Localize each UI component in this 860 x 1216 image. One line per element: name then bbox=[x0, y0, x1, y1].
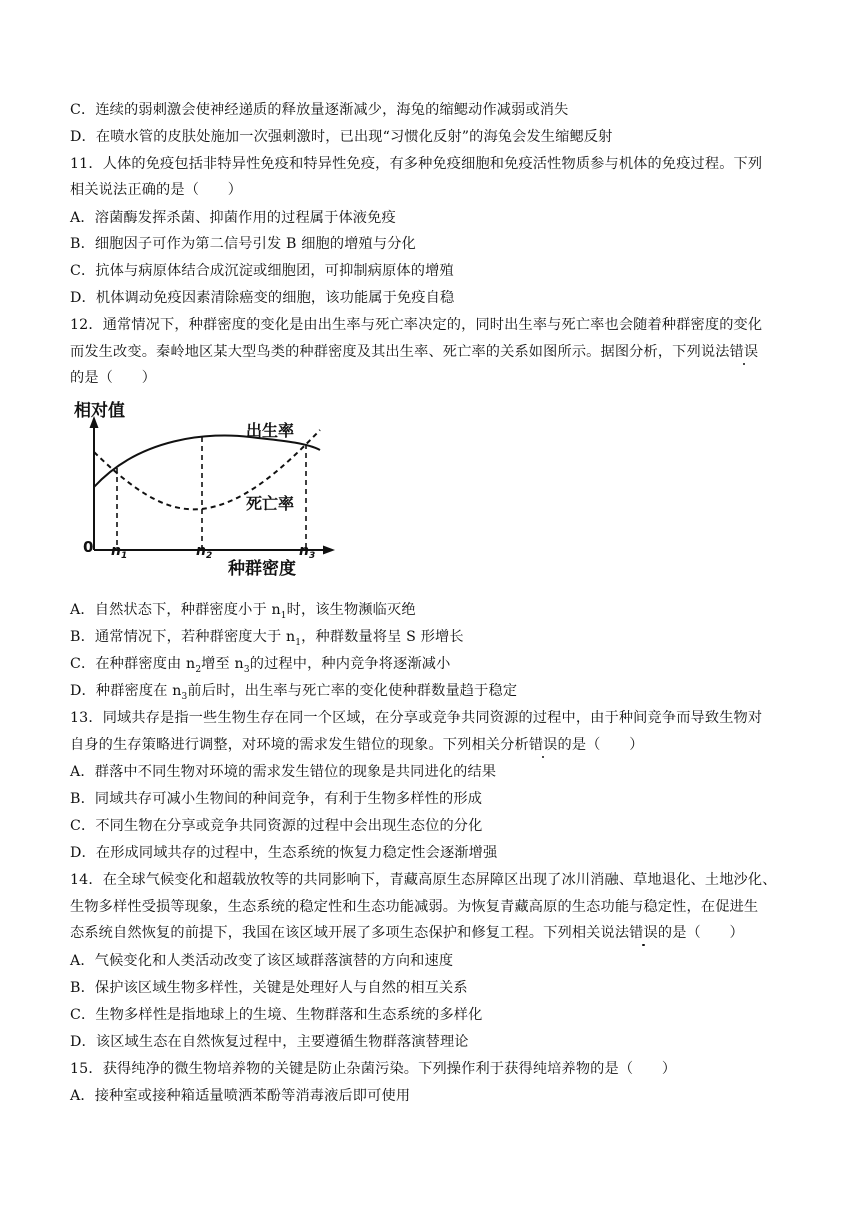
q12-option-d: D．种群密度在 $n_3$前后时，出生率与死亡率的变化使种群数量趋于稳定 bbox=[70, 683, 518, 702]
q10-option-d: D．在喷水管的皮肤处施加一次强刺激时，已出现“习惯化反射”的海兔会发生缩鳃反射 bbox=[70, 129, 613, 145]
q14-option-a: A．气候变化和人类活动改变了该区域群落演替的方向和速度 bbox=[70, 953, 454, 969]
q12-stem-line1: 12．通常情况下，种群密度的变化是由出生率与死亡率决定的，同时出生率与死亡率也会随着种群密度的变化 bbox=[70, 317, 763, 333]
q13-stem-line1: 13．同域共存是指一些生物生存在同一个区域，在分享或竞争共同资源的过程中，由于种间竞争而导致生物对 bbox=[70, 710, 763, 726]
q11-option-d: D．机体调动免疫因素清除癌变的细胞，该功能属于免疫自稳 bbox=[70, 290, 455, 306]
n3-label: $n_3$ bbox=[299, 543, 316, 561]
q14-stem-line2: 生物多样性受损等现象，生态系统的稳定性和生态功能减弱。为恢复青藏高原的生态功能与稳定性，在促进生 bbox=[70, 899, 759, 915]
q14-option-c: C．生物多样性是指地球上的生境、生物群落和生态系统的多样化 bbox=[70, 1007, 483, 1023]
n1-label: $n_1$ bbox=[111, 543, 128, 561]
q15-stem: 15．获得纯净的微生物培养物的关键是防止杂菌污染。下列操作利于获得纯培养物的是（ ） bbox=[70, 1061, 677, 1077]
death-rate-label: 死亡率 bbox=[246, 494, 295, 513]
q14-option-b: B．保护该区域生物多样性，关键是处理好人与自然的相互关系 bbox=[70, 980, 468, 996]
q12-stem-line2: 而发生改变。秦岭地区某大型鸟类的种群密度及其出生率、死亡率的关系如图所示。据图分析，下列说法错误 bbox=[70, 344, 759, 360]
origin-label: 0 bbox=[83, 538, 94, 556]
q12-stem-line3: 的是（ ） bbox=[70, 370, 157, 386]
population-density-figure bbox=[70, 392, 340, 592]
q13-option-c: C．不同生物在分享或竞争共同资源的过程中会出现生态位的分化 bbox=[70, 818, 483, 834]
q14-stem-line3: 态系统自然恢复的前提下，我国在该区域开展了多项生态保护和修复工程。下列相关说法错误的是（ ） bbox=[70, 925, 744, 941]
q13-emphasis: 错误 bbox=[528, 737, 558, 753]
birth-rate-label: 出生率 bbox=[246, 421, 295, 440]
q14-emphasis: 错误 bbox=[629, 925, 658, 941]
q13-stem-line2: 自身的生存策略进行调整，对环境的需求发生错位的现象。下列相关分析错误的是（ ） bbox=[70, 737, 644, 753]
q12-option-a: A．自然状态下，种群密度小于 $n_1$时，该生物濒临灭绝 bbox=[70, 602, 416, 621]
q13-option-d: D．在形成同域共存的过程中，生态系统的恢复力稳定性会逐渐增强 bbox=[70, 845, 498, 861]
q15-option-a: A．接种室或接种箱适量喷洒苯酚等消毒液后即可使用 bbox=[70, 1088, 411, 1104]
q14-option-d: D．该区域生态在自然恢复过程中，主要遵循生物群落演替理论 bbox=[70, 1034, 469, 1050]
q12-option-b: B．通常情况下，若种群密度大于 $n_1$，种群数量将呈 S 形增长 bbox=[70, 629, 464, 648]
q13-option-b: B．同域共存可减小生物间的种间竞争，有利于生物多样性的形成 bbox=[70, 791, 483, 807]
q11-stem-line2: 相关说法正确的是（ ） bbox=[70, 182, 243, 198]
x-axis-arrow-icon bbox=[323, 546, 335, 555]
birth-rate-curve bbox=[94, 435, 320, 487]
q11-option-b: B．细胞因子可作为第二信号引发 B 细胞的增殖与分化 bbox=[70, 236, 416, 252]
y-axis-label: 相对值 bbox=[74, 401, 125, 421]
x-axis-label: 种群密度 bbox=[228, 559, 296, 579]
q14-stem-line1: 14．在全球气候变化和超载放牧等的共同影响下，青藏高原生态屏障区出现了冰川消融、草地退化、土地沙化、 bbox=[70, 872, 777, 888]
q11-stem-line1: 11．人体的免疫包括非特异性免疫和特异性免疫，有多种免疫细胞和免疫活性物质参与机体的免疫过程。下列 bbox=[70, 156, 763, 172]
q11-option-a: A．溶菌酶发挥杀菌、抑菌作用的过程属于体液免疫 bbox=[70, 210, 396, 226]
n2-label: $n_2$ bbox=[196, 543, 213, 561]
q13-option-a: A．群落中不同生物对环境的需求发生错位的现象是共同进化的结果 bbox=[70, 764, 497, 780]
q11-option-c: C．抗体与病原体结合成沉淀或细胞团，可抑制病原体的增殖 bbox=[70, 263, 454, 279]
q10-option-c: C．连续的弱刺激会使神经递质的释放量逐渐减少，海兔的缩鳃动作减弱或消失 bbox=[70, 102, 569, 118]
q12-option-c: C．在种群密度由 $n_2$增至 $n_3$的过程中，种内竞争将逐渐减小 bbox=[70, 656, 451, 675]
q12-emphasis: 错误 bbox=[729, 344, 759, 360]
